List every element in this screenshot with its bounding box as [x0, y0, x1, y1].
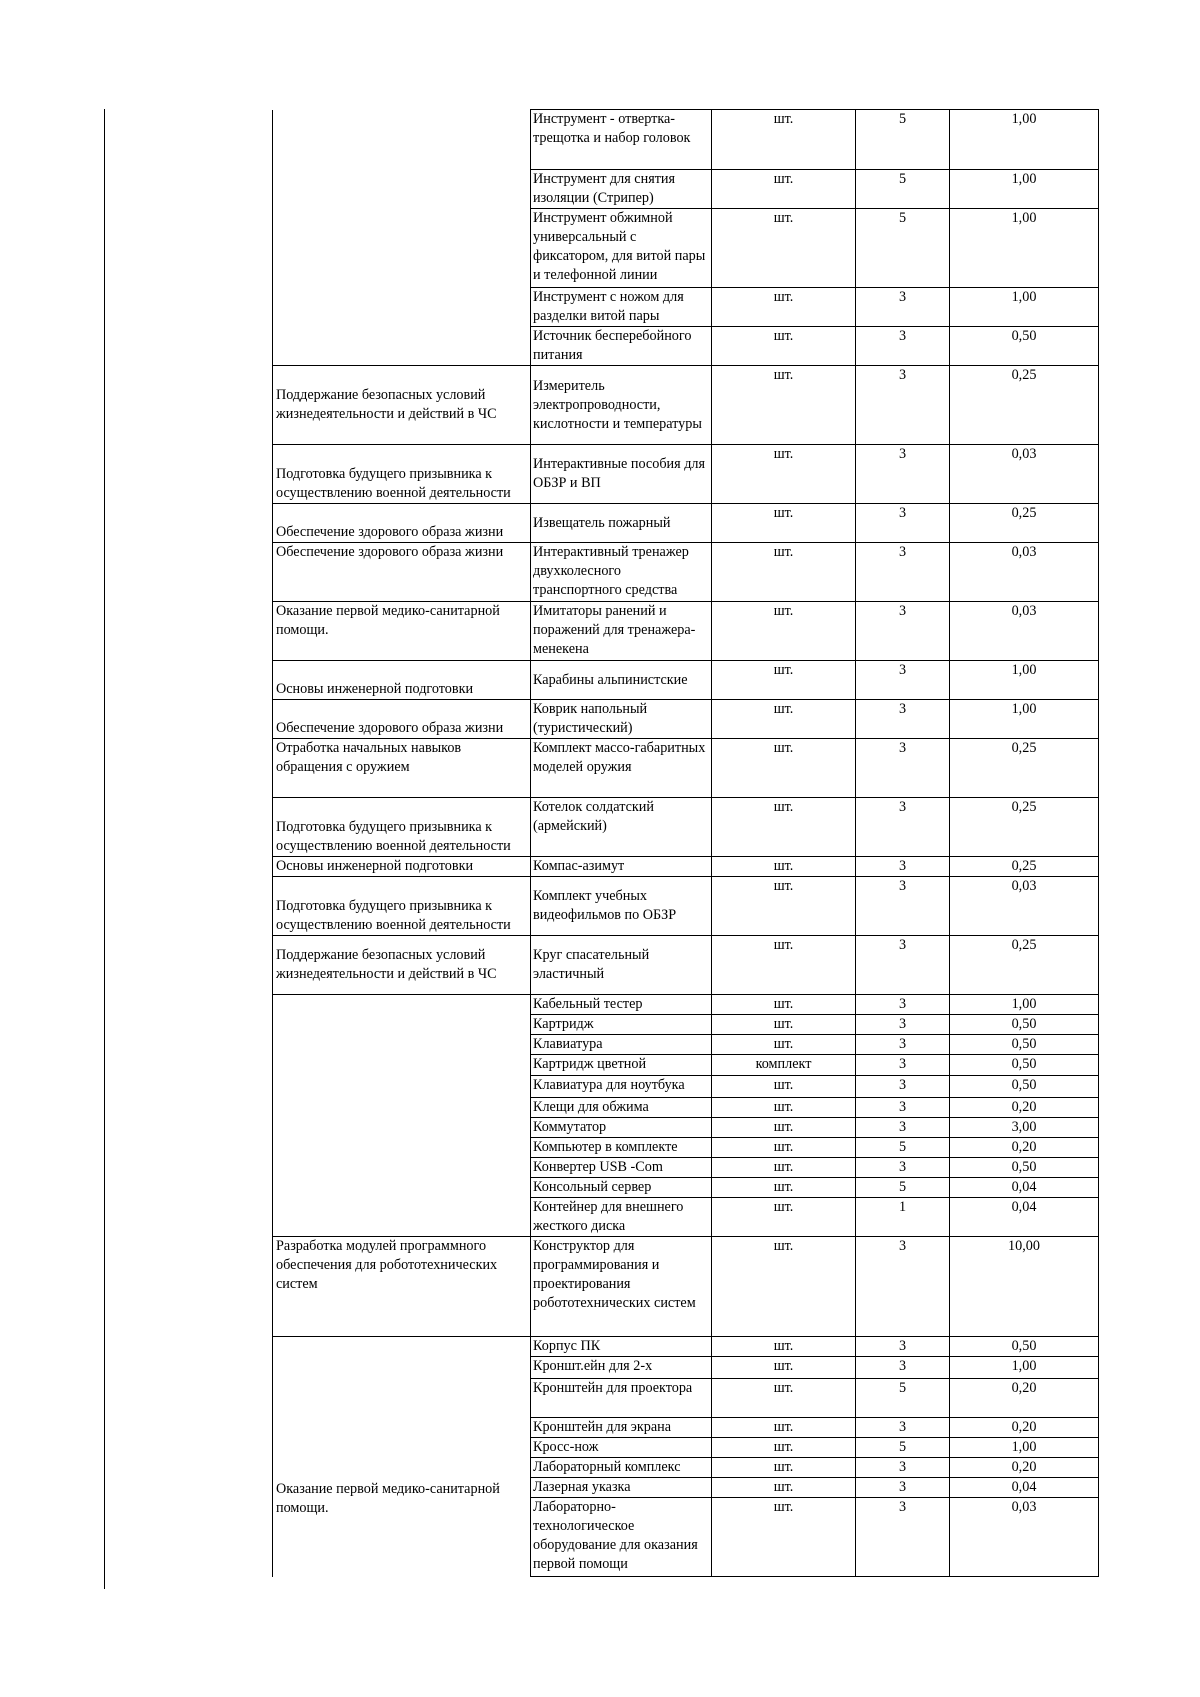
item-unit: шт.: [712, 798, 856, 857]
item-unit: шт.: [712, 1098, 856, 1118]
item-unit: шт.: [712, 1076, 856, 1098]
item-coef: 0,03: [950, 877, 1099, 936]
item-unit: шт.: [712, 445, 856, 504]
item-name: Комплект учебных видеофильмов по ОБЗР: [531, 877, 712, 936]
item-name: Измеритель электропроводности, кислотности и температуры: [531, 366, 712, 445]
item-unit: шт.: [712, 602, 856, 661]
item-qty: 3: [856, 543, 950, 602]
item-name: Кронштейн для проектора: [531, 1379, 712, 1418]
section-cell: Обеспечение здорового образа жизни: [273, 700, 531, 739]
table-row: [273, 700, 1099, 739]
item-qty: 3: [856, 857, 950, 877]
item-qty: 3: [856, 1498, 950, 1577]
item-name: Инструмент для снятия изоляции (Стрипер): [531, 170, 712, 209]
item-name: Инструмент - отвертка-трещотка и набор головок: [531, 110, 712, 170]
item-qty: 5: [856, 1138, 950, 1158]
item-coef: 0,50: [950, 1055, 1099, 1076]
item-name: Контейнер для внешнего жесткого диска: [531, 1198, 712, 1237]
item-unit: шт.: [712, 1118, 856, 1138]
section-cell: Подготовка будущего призывника к осуществлению военной деятельности: [273, 877, 531, 936]
item-unit: шт.: [712, 366, 856, 445]
equipment-table: [272, 109, 1099, 1577]
item-coef: 0,20: [950, 1458, 1099, 1478]
section-cell: Оказание первой медико-санитарной помощи.: [273, 602, 531, 661]
item-name: Имитаторы ранений и поражений для тренажера-менекена: [531, 602, 712, 661]
item-name: Лабораторный комплекс: [531, 1458, 712, 1478]
table-row: [273, 936, 1099, 995]
item-coef: 0,25: [950, 504, 1099, 543]
item-unit: шт.: [712, 1438, 856, 1458]
table-row: [273, 1237, 1099, 1337]
item-qty: 3: [856, 936, 950, 995]
item-name: Конвертер USB -Com: [531, 1158, 712, 1178]
section-cell: Обеспечение здорового образа жизни: [273, 504, 531, 543]
item-name: Интерактивный тренажер двухколесного транспортного средства: [531, 543, 712, 602]
item-name: Круг спасательный эластичный: [531, 936, 712, 995]
item-unit: шт.: [712, 1178, 856, 1198]
item-name: Котелок солдатский (армейский): [531, 798, 712, 857]
item-qty: 3: [856, 1418, 950, 1438]
item-unit: шт.: [712, 857, 856, 877]
item-unit: шт.: [712, 170, 856, 209]
item-unit: шт.: [712, 1158, 856, 1178]
item-unit: шт.: [712, 936, 856, 995]
table-row: [273, 739, 1099, 798]
section-cell: Поддержание безопасных условий жизнедеятельности и действий в ЧС: [273, 936, 531, 995]
item-coef: 0,20: [950, 1138, 1099, 1158]
item-qty: 1: [856, 1198, 950, 1237]
item-coef: 0,25: [950, 798, 1099, 857]
item-coef: 0,25: [950, 739, 1099, 798]
item-unit: шт.: [712, 995, 856, 1015]
table-row: [273, 110, 1099, 170]
item-qty: 3: [856, 1118, 950, 1138]
item-coef: 0,03: [950, 445, 1099, 504]
table-row: [273, 366, 1099, 445]
item-unit: шт.: [712, 1418, 856, 1438]
item-name: Конструктор для программирования и проектирования робототехнических систем: [531, 1237, 712, 1337]
item-qty: 3: [856, 1478, 950, 1498]
table-row: [273, 445, 1099, 504]
item-unit: шт.: [712, 661, 856, 700]
item-name: Компас-азимут: [531, 857, 712, 877]
item-unit: комплект: [712, 1055, 856, 1076]
item-qty: 3: [856, 602, 950, 661]
item-qty: 5: [856, 110, 950, 170]
item-unit: шт.: [712, 700, 856, 739]
item-unit: шт.: [712, 1015, 856, 1035]
item-name: Интерактивные пособия для ОБЗР и ВП: [531, 445, 712, 504]
item-qty: 5: [856, 1438, 950, 1458]
item-name: Комплект массо-габаритных моделей оружия: [531, 739, 712, 798]
item-unit: шт.: [712, 209, 856, 288]
item-name: Инструмент обжимной универсальный с фиксатором, для витой пары и телефонной линии: [531, 209, 712, 288]
section-cell: Основы инженерной подготовки: [273, 661, 531, 700]
item-qty: 3: [856, 1158, 950, 1178]
item-coef: 10,00: [950, 1237, 1099, 1337]
item-coef: 1,00: [950, 661, 1099, 700]
item-coef: 1,00: [950, 1357, 1099, 1379]
table-row: [273, 504, 1099, 543]
item-coef: 0,50: [950, 1035, 1099, 1055]
table-row: [273, 1337, 1099, 1357]
item-unit: шт.: [712, 110, 856, 170]
item-coef: 1,00: [950, 209, 1099, 288]
item-qty: 3: [856, 1237, 950, 1337]
section-cell: Подготовка будущего призывника к осуществлению военной деятельности: [273, 445, 531, 504]
item-coef: 0,50: [950, 1337, 1099, 1357]
item-name: Кроншт.ейн для 2-х: [531, 1357, 712, 1379]
item-coef: 0,25: [950, 366, 1099, 445]
section-cell: Поддержание безопасных условий жизнедеятельности и действий в ЧС: [273, 366, 531, 445]
section-cell: [273, 110, 531, 366]
item-name: Карабины альпинистские: [531, 661, 712, 700]
item-coef: 1,00: [950, 1438, 1099, 1458]
item-coef: 0,50: [950, 1015, 1099, 1035]
table-row: [273, 543, 1099, 602]
item-name: Инструмент с ножом для разделки витой пары: [531, 288, 712, 327]
item-unit: шт.: [712, 1035, 856, 1055]
item-unit: шт.: [712, 327, 856, 366]
item-name: Картридж: [531, 1015, 712, 1035]
item-coef: 1,00: [950, 170, 1099, 209]
item-name: Консольный сервер: [531, 1178, 712, 1198]
item-coef: 0,50: [950, 1076, 1099, 1098]
item-unit: шт.: [712, 1478, 856, 1498]
section-cell: Основы инженерной подготовки: [273, 857, 531, 877]
item-name: Клещи для обжима: [531, 1098, 712, 1118]
item-unit: шт.: [712, 1379, 856, 1418]
item-qty: 3: [856, 661, 950, 700]
item-qty: 3: [856, 1098, 950, 1118]
item-qty: 3: [856, 1357, 950, 1379]
item-coef: 0,04: [950, 1178, 1099, 1198]
item-unit: шт.: [712, 288, 856, 327]
item-coef: 1,00: [950, 995, 1099, 1015]
item-name: Клавиатура для ноутбука: [531, 1076, 712, 1098]
item-qty: 3: [856, 445, 950, 504]
item-qty: 3: [856, 288, 950, 327]
table-row: [273, 661, 1099, 700]
item-coef: 0,50: [950, 1158, 1099, 1178]
item-name: Клавиатура: [531, 1035, 712, 1055]
item-unit: шт.: [712, 1138, 856, 1158]
item-coef: 1,00: [950, 288, 1099, 327]
item-qty: 3: [856, 739, 950, 798]
item-unit: шт.: [712, 1198, 856, 1237]
item-qty: 3: [856, 700, 950, 739]
item-qty: 5: [856, 170, 950, 209]
item-unit: шт.: [712, 1237, 856, 1337]
item-name: Кабельный тестер: [531, 995, 712, 1015]
item-qty: 3: [856, 1035, 950, 1055]
section-text: Оказание первой медико-санитарной помощи.: [276, 1480, 500, 1516]
item-qty: 3: [856, 1458, 950, 1478]
item-name: Компьютер в комплекте: [531, 1138, 712, 1158]
item-coef: 1,00: [950, 110, 1099, 170]
item-coef: 0,20: [950, 1379, 1099, 1418]
item-coef: 0,50: [950, 327, 1099, 366]
table-row: [273, 798, 1099, 857]
item-unit: шт.: [712, 1337, 856, 1357]
item-qty: 3: [856, 366, 950, 445]
item-unit: шт.: [712, 543, 856, 602]
item-qty: 3: [856, 995, 950, 1015]
item-coef: 0,04: [950, 1478, 1099, 1498]
item-name: Кросс-нож: [531, 1438, 712, 1458]
item-qty: 3: [856, 1015, 950, 1035]
item-coef: 0,25: [950, 857, 1099, 877]
item-coef: 0,03: [950, 602, 1099, 661]
item-name: Извещатель пожарный: [531, 504, 712, 543]
item-qty: 3: [856, 327, 950, 366]
item-qty: 3: [856, 504, 950, 543]
item-qty: 3: [856, 877, 950, 936]
item-name: Источник бесперебойного питания: [531, 327, 712, 366]
item-qty: 3: [856, 798, 950, 857]
item-name: Коммутатор: [531, 1118, 712, 1138]
item-qty: 3: [856, 1337, 950, 1357]
item-coef: 0,20: [950, 1098, 1099, 1118]
item-unit: шт.: [712, 877, 856, 936]
item-coef: 0,03: [950, 543, 1099, 602]
table-row: [273, 877, 1099, 936]
item-coef: 0,04: [950, 1198, 1099, 1237]
section-cell: [273, 995, 531, 1237]
item-name: Кронштейн для экрана: [531, 1418, 712, 1438]
item-name: Корпус ПК: [531, 1337, 712, 1357]
item-qty: 5: [856, 1178, 950, 1198]
item-qty: 3: [856, 1055, 950, 1076]
table-row: [273, 602, 1099, 661]
item-coef: 0,20: [950, 1418, 1099, 1438]
table-row: [273, 857, 1099, 877]
item-unit: шт.: [712, 504, 856, 543]
item-unit: шт.: [712, 1357, 856, 1379]
table-row: [273, 995, 1099, 1015]
item-name: Картридж цветной: [531, 1055, 712, 1076]
item-coef: 1,00: [950, 700, 1099, 739]
item-coef: 0,25: [950, 936, 1099, 995]
item-unit: шт.: [712, 739, 856, 798]
item-qty: 5: [856, 209, 950, 288]
item-coef: 0,03: [950, 1498, 1099, 1577]
item-name: Лабораторно-технологическое оборудование для оказания первой помощи: [531, 1498, 712, 1577]
item-name: Коврик напольный (туристический): [531, 700, 712, 739]
item-qty: 5: [856, 1379, 950, 1418]
item-name: Лазерная указка: [531, 1478, 712, 1498]
section-cell: Отработка начальных навыков обращения с оружием: [273, 739, 531, 798]
item-unit: шт.: [712, 1498, 856, 1577]
section-cell: [273, 1337, 531, 1577]
section-cell: Подготовка будущего призывника к осуществлению военной деятельности: [273, 798, 531, 857]
item-coef: 3,00: [950, 1118, 1099, 1138]
section-cell: Разработка модулей программного обеспечения для робототехнических систем: [273, 1237, 531, 1337]
item-qty: 3: [856, 1076, 950, 1098]
item-unit: шт.: [712, 1458, 856, 1478]
left-margin-line: [104, 109, 105, 1589]
section-cell: Обеспечение здорового образа жизни: [273, 543, 531, 602]
